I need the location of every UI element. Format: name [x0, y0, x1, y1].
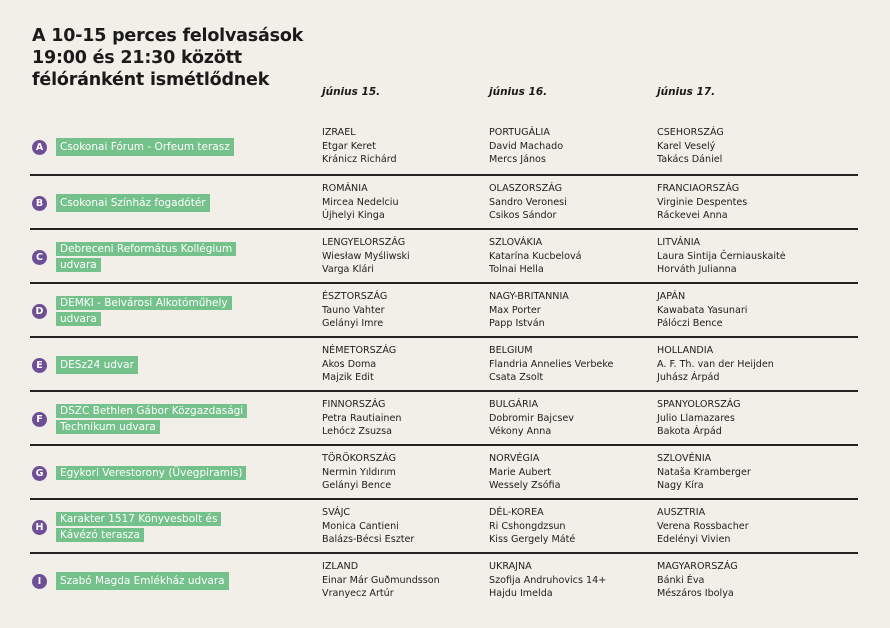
- country-name: BELGIUM: [489, 345, 533, 356]
- reading-cell: [657, 182, 747, 223]
- author-name: Etgar Keret: [322, 140, 376, 152]
- venue-letter-badge: E: [32, 358, 47, 373]
- performer-name: Vékony Anna: [489, 426, 552, 437]
- country-name: DÉL-KOREA: [489, 507, 544, 518]
- performer-name: Bakota Árpád: [657, 426, 722, 437]
- title-line: félóránként ismétlődnek: [32, 70, 270, 90]
- day-header-2: június 16.: [489, 86, 548, 98]
- performer-name: Csata Zsolt: [489, 372, 544, 383]
- author-name: Einar Már Guðmundsson: [322, 574, 440, 586]
- reading-cell: [489, 126, 563, 167]
- reading-cell: [489, 506, 575, 547]
- country-name: IZRAEL: [322, 127, 356, 138]
- venue-letter-badge: B: [32, 196, 47, 211]
- reading-cell: [322, 236, 410, 277]
- reading-cell: [489, 452, 560, 493]
- country-name: SZLOVÁKIA: [489, 237, 543, 248]
- venue-name: Szabó Magda Emlékház udvara: [56, 572, 229, 590]
- reading-cell: [657, 126, 724, 167]
- venue: [32, 120, 234, 174]
- venue-letter-badge: D: [32, 304, 47, 319]
- schedule-row: [30, 174, 858, 230]
- performer-name: Varga Klári: [322, 264, 374, 275]
- venue-name: [56, 241, 256, 273]
- schedule-row: [30, 228, 858, 284]
- performer-name: Juhász Árpád: [657, 372, 720, 383]
- venue: [32, 176, 210, 230]
- performer-name: Lehócz Zsuzsa: [322, 426, 392, 437]
- reading-cell: [489, 236, 582, 277]
- venue-letter-badge: I: [32, 574, 47, 589]
- venue-name: [56, 295, 256, 327]
- country-name: AUSZTRIA: [657, 507, 706, 518]
- author-name: Ri Cshongdzsun: [489, 520, 566, 532]
- performer-name: Nagy Kíra: [657, 480, 704, 491]
- author-name: Tauno Vahter: [322, 304, 385, 316]
- venue: [32, 500, 256, 554]
- venue-letter-badge: G: [32, 466, 47, 481]
- performer-name: Mercs János: [489, 154, 546, 165]
- reading-cell: [322, 182, 399, 223]
- venue-name-text: Karakter 1517 Könyvesbolt és Kávézó terasza: [56, 512, 221, 542]
- performer-name: Balázs-Bécsi Eszter: [322, 534, 415, 545]
- performer-name: Kiss Gergely Máté: [489, 534, 576, 545]
- performer-name: Horváth Julianna: [657, 264, 737, 275]
- country-name: ROMÁNIA: [322, 183, 368, 194]
- performer-name: Pálóczi Bence: [657, 318, 723, 329]
- reading-cell: [322, 560, 440, 601]
- title-line: 19:00 és 21:30 között: [32, 48, 242, 68]
- author-name: Karel Veselý: [657, 140, 716, 152]
- country-name: LITVÁNIA: [657, 237, 701, 248]
- country-name: NÉMETORSZÁG: [322, 345, 397, 356]
- venue-name: Csokonai Fórum - Orfeum terasz: [56, 138, 234, 156]
- reading-cell: [322, 398, 401, 439]
- page-title: [32, 25, 303, 91]
- country-name: FRANCIAORSZÁG: [657, 183, 740, 194]
- schedule-row: [30, 120, 858, 174]
- performer-name: Gelányi Bence: [322, 480, 392, 491]
- author-name: Julio Llamazares: [657, 412, 735, 424]
- venue-name: [56, 465, 256, 481]
- venue: [32, 392, 256, 446]
- author-name: David Machado: [489, 140, 564, 152]
- venue: [32, 446, 256, 500]
- title-line: A 10-15 perces felolvasások: [32, 26, 304, 46]
- author-name: Marie Aubert: [489, 466, 552, 478]
- schedule-row: [30, 390, 858, 446]
- performer-name: Mészáros Ibolya: [657, 588, 734, 599]
- venue-letter-badge: C: [32, 250, 47, 265]
- country-name: SPANYOLORSZÁG: [657, 399, 741, 410]
- country-name: NAGY-BRITANNIA: [489, 291, 569, 302]
- author-name: Bánki Éva: [657, 574, 705, 586]
- venue-name-text: DEMKI - Belvárosi Alkotóműhely udvara: [56, 296, 232, 326]
- author-name: Sandro Veronesi: [489, 196, 567, 208]
- reading-cell: [322, 452, 396, 493]
- author-name: Kawabata Yasunari: [657, 304, 748, 316]
- venue-name-text: Egykori Verestorony (Üvegpiramis): [56, 466, 246, 480]
- country-name: TÖRÖKORSZÁG: [322, 453, 397, 464]
- schedule-row: [30, 336, 858, 392]
- country-name: CSEHORSZÁG: [657, 127, 724, 138]
- reading-cell: [489, 182, 567, 223]
- performer-name: Hajdu Imelda: [489, 588, 553, 599]
- author-name: Flandria Annelies Verbeke: [489, 358, 614, 370]
- venue-letter-badge: H: [32, 520, 47, 535]
- performer-name: Gelányi Imre: [322, 318, 384, 329]
- author-name: Nermin Yıldırım: [322, 466, 396, 478]
- reading-cell: [322, 506, 414, 547]
- country-name: FINNORSZÁG: [322, 399, 386, 410]
- venue-letter-badge: F: [32, 412, 47, 427]
- reading-cell: [489, 344, 613, 385]
- country-name: NORVÉGIA: [489, 453, 540, 464]
- reading-cell: [322, 126, 397, 167]
- country-name: JAPÁN: [657, 291, 686, 302]
- day-header-3: június 17.: [657, 86, 716, 98]
- author-name: A. F. Th. van der Heijden: [657, 358, 774, 370]
- author-name: Mircea Nedelciu: [322, 196, 399, 208]
- performer-name: Csikos Sándor: [489, 210, 557, 221]
- author-name: Wiesław Myśliwski: [322, 250, 410, 262]
- venue: [32, 554, 229, 608]
- country-name: ÉSZTORSZÁG: [322, 291, 388, 302]
- author-name: Petra Rautiainen: [322, 412, 402, 424]
- author-name: Dobromir Bajcsev: [489, 412, 574, 424]
- country-name: PORTUGÁLIA: [489, 127, 550, 138]
- performer-name: Újhelyi Kinga: [322, 210, 385, 221]
- reading-cell: [322, 290, 387, 331]
- venue: [32, 284, 256, 338]
- author-name: Katarína Kucbelová: [489, 250, 582, 262]
- performer-name: Wessely Zsófia: [489, 480, 561, 491]
- reading-cell: [322, 344, 396, 385]
- performer-name: Papp István: [489, 318, 545, 329]
- reading-cell: [657, 398, 741, 439]
- performer-name: Vranyecz Artúr: [322, 588, 394, 599]
- reading-cell: [489, 560, 606, 601]
- country-name: UKRAJNA: [489, 561, 532, 572]
- reading-cell: [657, 452, 751, 493]
- venue-name: [56, 511, 256, 543]
- performer-name: Tolnai Hella: [489, 264, 544, 275]
- schedule-row: [30, 282, 858, 338]
- author-name: Monica Cantieni: [322, 520, 399, 532]
- performer-name: Majzik Edit: [322, 372, 374, 383]
- venue-name: Csokonai Színház fogadótér: [56, 194, 210, 212]
- reading-cell: [657, 506, 749, 547]
- reading-cell: [657, 344, 774, 385]
- venue: [32, 338, 138, 392]
- country-name: OLASZORSZÁG: [489, 183, 563, 194]
- author-name: Nataša Kramberger: [657, 466, 751, 478]
- reading-cell: [657, 236, 786, 277]
- author-name: Verena Rossbacher: [657, 520, 749, 532]
- country-name: SVÁJC: [322, 507, 351, 518]
- venue: [32, 230, 256, 284]
- schedule-row: [30, 552, 858, 608]
- country-name: MAGYARORSZÁG: [657, 561, 738, 572]
- author-name: Virginie Despentes: [657, 196, 748, 208]
- author-name: Laura Sintija Černiauskaitė: [657, 250, 786, 262]
- country-name: LENGYELORSZÁG: [322, 237, 406, 248]
- venue-name: DESz24 udvar: [56, 356, 138, 374]
- venue-letter-badge: A: [32, 140, 47, 155]
- reading-cell: [489, 398, 574, 439]
- reading-cell: [657, 560, 738, 601]
- author-name: Akos Doma: [322, 358, 377, 370]
- performer-name: Ráckevei Anna: [657, 210, 728, 221]
- performer-name: Takács Dániel: [657, 154, 723, 165]
- author-name: Max Porter: [489, 304, 541, 316]
- venue-name: [56, 403, 256, 435]
- day-header-1: június 15.: [322, 86, 381, 98]
- country-name: SZLOVÉNIA: [657, 453, 712, 464]
- country-name: HOLLANDIA: [657, 345, 714, 356]
- schedule-row: [30, 444, 858, 500]
- country-name: BULGÁRIA: [489, 399, 539, 410]
- reading-cell: [489, 290, 569, 331]
- country-name: IZLAND: [322, 561, 359, 572]
- reading-cell: [657, 290, 747, 331]
- author-name: Szofija Andruhovics 14+: [489, 574, 607, 586]
- performer-name: Edelényi Vivien: [657, 534, 731, 545]
- schedule-row: [30, 498, 858, 554]
- venue-name-text: DSZC Bethlen Gábor Közgazdasági Technikum udvara: [56, 404, 247, 434]
- performer-name: Kránicz Richárd: [322, 154, 397, 165]
- venue-name-text: Debreceni Református Kollégium udvara: [56, 242, 236, 272]
